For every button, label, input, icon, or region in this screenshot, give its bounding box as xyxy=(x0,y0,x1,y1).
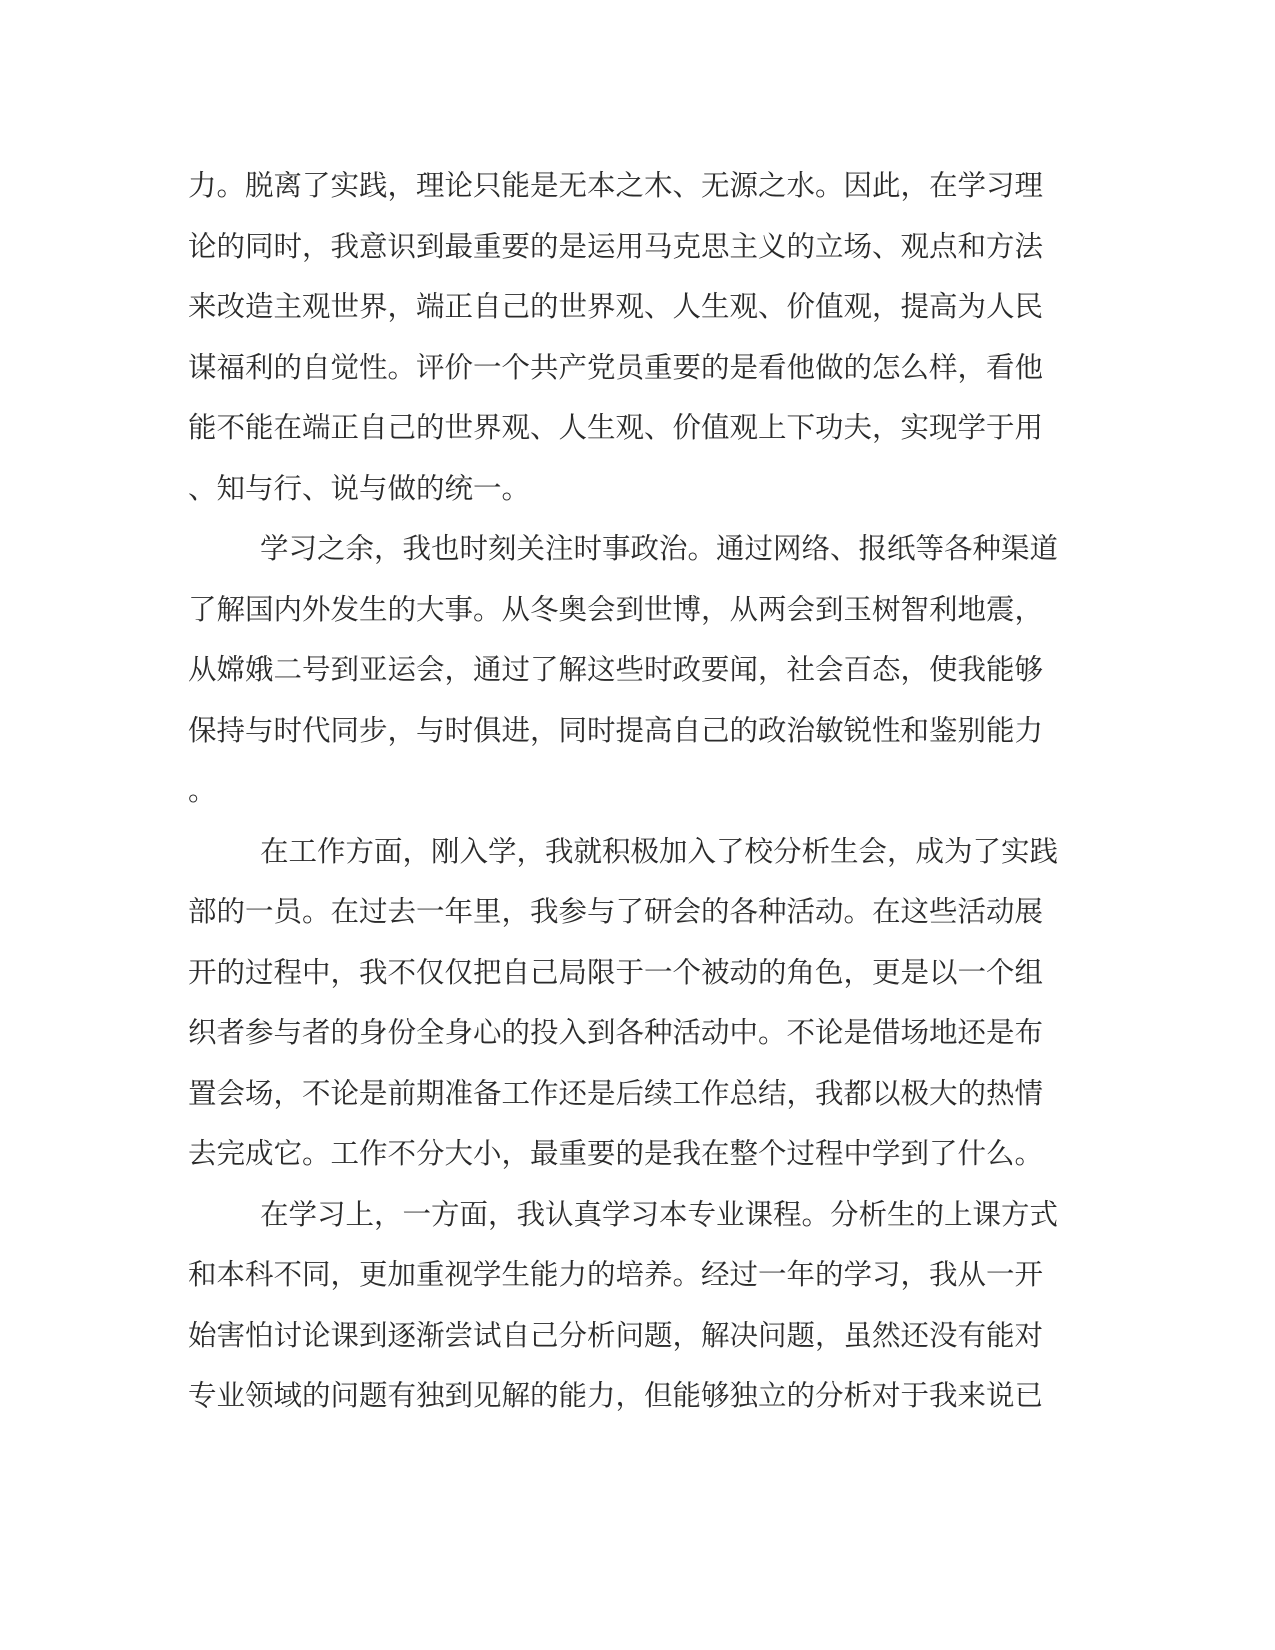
text-line: 织者参与者的身份全身心的投入到各种活动中。不论是借场地还是布 xyxy=(188,1016,1044,1049)
text-line: 从嫦娥二号到亚运会，通过了解这些时政要闻，社会百态，使我能够 xyxy=(188,653,1044,686)
text-line: 力。脱离了实践，理论只能是无本之木、无源之水。因此，在学习理 xyxy=(188,169,1044,202)
text-line: 去完成它。工作不分大小，最重要的是我在整个过程中学到了什么。 xyxy=(188,1137,1044,1170)
text-line: 置会场，不论是前期准备工作还是后续工作总结，我都以极大的热情 xyxy=(188,1076,1044,1110)
text-line: 了解国内外发生的大事。从冬奥会到世博，从两会到玉树智利地震， xyxy=(188,592,1044,626)
text-line: 。 xyxy=(188,774,217,807)
text-line: 谋福利的自觉性。评价一个共产党员重要的是看他做的怎么样，看他 xyxy=(188,350,1044,384)
text-line: 部的一员。在过去一年里，我参与了研会的各种活动。在这些活动展 xyxy=(188,895,1044,928)
text-line: 专业领域的问题有独到见解的能力，但能够独立的分析对于我来说已 xyxy=(188,1379,1044,1412)
paragraph-first-line: 在学习上，一方面，我认真学习本专业课程。分析生的上课方式 xyxy=(260,1197,1059,1231)
paragraph-first-line: 学习之余，我也时刻关注时事政治。通过网络、报纸等各种渠道 xyxy=(260,532,1059,565)
text-line: 能不能在端正自己的世界观、人生观、价值观上下功夫，实现学于用 xyxy=(188,411,1044,444)
text-line: 开的过程中，我不仅仅把自己局限于一个被动的角色，更是以一个组 xyxy=(188,955,1044,989)
text-line: 保持与时代同步，与时俱进，同时提高自己的政治敏锐性和鉴别能力 xyxy=(188,713,1044,747)
text-line: 论的同时，我意识到最重要的是运用马克思主义的立场、观点和方法 xyxy=(188,229,1044,263)
text-line: 来改造主观世界，端正自己的世界观、人生观、价值观，提高为人民 xyxy=(188,290,1044,323)
text-line: 、知与行、说与做的统一。 xyxy=(188,471,531,505)
text-line: 始害怕讨论课到逐渐尝试自己分析问题，解决问题，虽然还没有能对 xyxy=(188,1318,1044,1352)
body-text xyxy=(188,164,1068,1435)
paragraph-first-line: 在工作方面，刚入学，我就积极加入了校分析生会，成为了实践 xyxy=(260,834,1059,868)
text-line: 和本科不同，更加重视学生能力的培养。经过一年的学习，我从一开 xyxy=(188,1258,1044,1291)
